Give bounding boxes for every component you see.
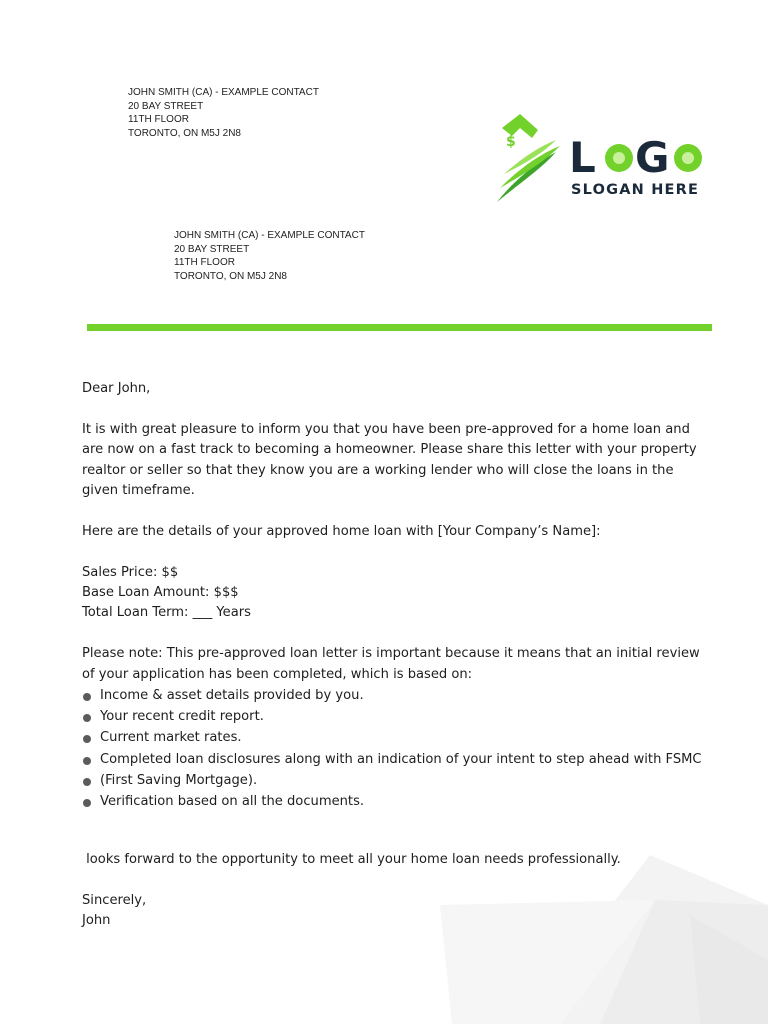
- bullet-icon: [83, 693, 91, 701]
- base-loan-amount: Base Loan Amount: $$$: [82, 585, 239, 601]
- recipient-line-4: TORONTO, ON M5J 2N8: [174, 270, 287, 282]
- bullet-icon: [83, 757, 91, 765]
- closing-line: looks forward to the opportunity to meet all your home loan needs professionally.: [82, 852, 621, 868]
- recipient-line-1: JOHN SMITH (CA) - EXAMPLE CONTACT: [174, 230, 365, 241]
- bullet-icon: [83, 799, 91, 807]
- sales-price: Sales Price: $$: [82, 564, 179, 580]
- recipient-address: [174, 229, 365, 283]
- recipient-line-3: 11TH FLOOR: [174, 257, 235, 269]
- greeting: Dear John,: [82, 381, 151, 396]
- signature: John: [82, 913, 111, 929]
- list-item: Verification based on all the documents.: [82, 791, 704, 812]
- list-item: Completed loan disclosures along with an indication of your intent to step ahead with FSMC: [82, 749, 704, 770]
- intro-paragraph: It is with great pleasure to inform you that you have been pre-approved for a home loan and are now on a fast track to becoming a homeowner. Please share this letter with your property realtor or seller so that they know you are a working lender who will close the loans in the given timeframe.: [82, 421, 697, 499]
- header-divider: [87, 324, 712, 331]
- list-item: Income & asset details provided by you.: [82, 685, 704, 706]
- logo-letter-g: G: [635, 133, 670, 182]
- list-item: Current market rates.: [82, 727, 704, 748]
- bullet-icon: [83, 778, 91, 786]
- logo-letter-l: L: [569, 133, 596, 182]
- sender-line-3: 11TH FLOOR: [128, 114, 189, 126]
- sender-line-2: 20 BAY STREET: [128, 100, 204, 112]
- bullet-icon: [83, 714, 91, 722]
- sender-address: [128, 86, 319, 140]
- svg-text:$: $: [506, 134, 516, 150]
- letter-body: [82, 379, 704, 932]
- signoff: Sincerely,: [82, 892, 147, 908]
- requirements-list: [82, 685, 704, 812]
- note-paragraph: Please note: This pre-approved loan letter is important because it means that an initial review of your application has been completed, which is based on:: [82, 646, 700, 682]
- company-logo: [494, 108, 710, 206]
- recipient-line-2: 20 BAY STREET: [174, 243, 250, 255]
- details-intro: Here are the details of your approved home loan with [Your Company’s Name]:: [82, 523, 601, 539]
- sender-line-4: TORONTO, ON M5J 2N8: [128, 127, 241, 139]
- bullet-icon: [83, 735, 91, 743]
- total-loan-term: Total Loan Term: ___ Years: [82, 605, 251, 621]
- sender-line-1: JOHN SMITH (CA) - EXAMPLE CONTACT: [128, 87, 319, 98]
- list-item: (First Saving Mortgage).: [82, 770, 704, 791]
- list-item: Your recent credit report.: [82, 706, 704, 727]
- logo-slogan: SLOGAN HERE: [571, 182, 700, 198]
- leaf-house-icon: [497, 114, 560, 202]
